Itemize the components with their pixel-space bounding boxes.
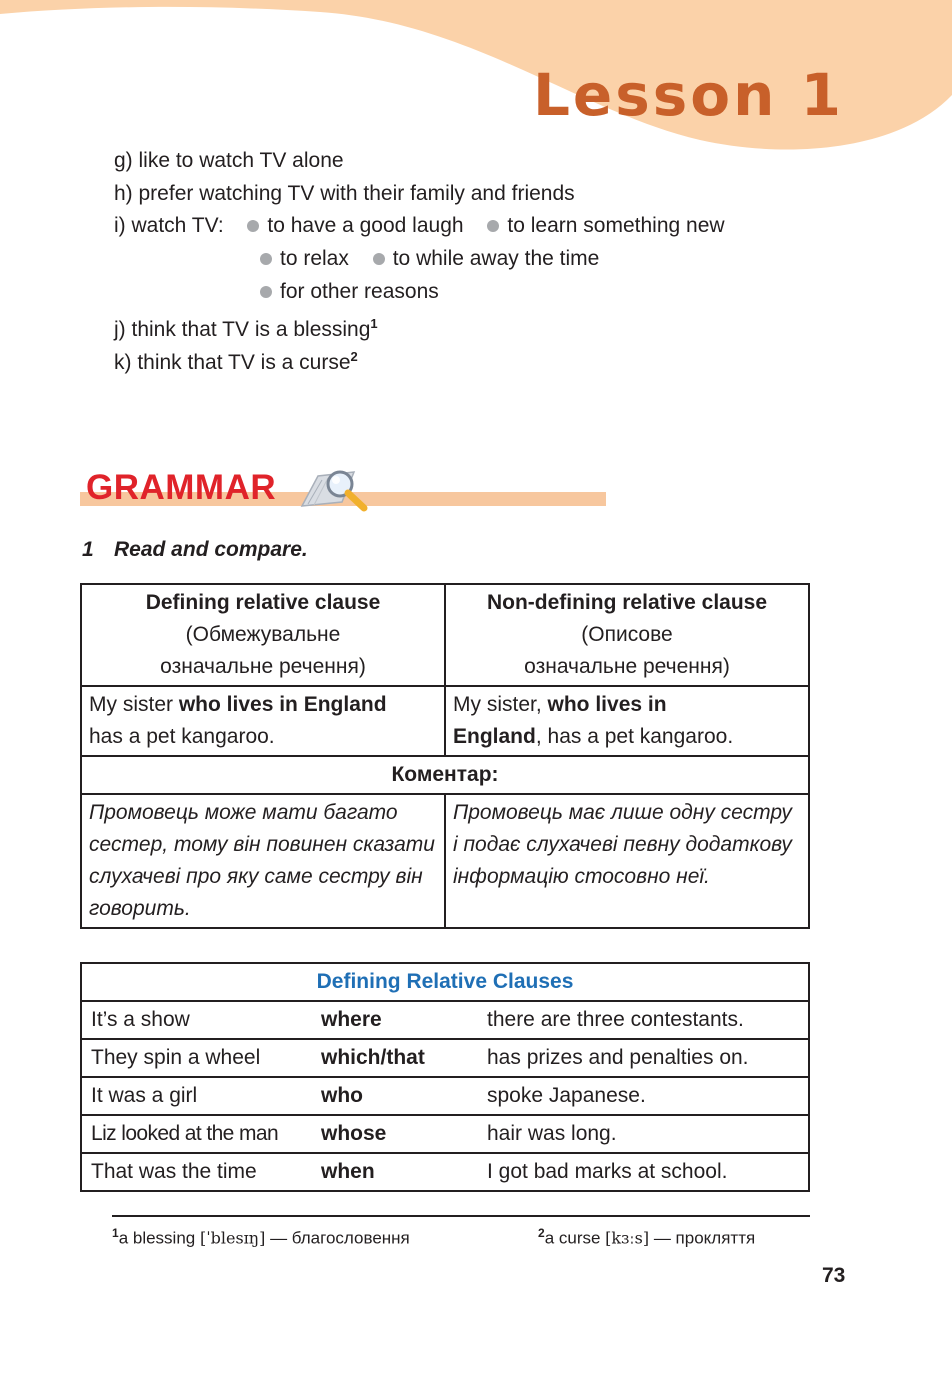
example-non-defining: My sister, who lives in England, has a pet kangaroo. [445,686,809,756]
col1-header: Defining relative clause (Обмежувальне означальне речення) [81,584,445,686]
footnote-divider [112,1215,810,1217]
example-defining: My sister who lives in England has a pet kangaroo. [81,686,445,756]
task-instruction [82,536,308,564]
option-relax: to relax [260,245,349,273]
col2-header: Non-defining relative clause (Описове означальне речення) [445,584,809,686]
table-row [81,1153,809,1191]
table-row [81,686,809,756]
option-other: for other reasons [260,278,439,306]
table-row [81,794,809,928]
bullet-icon [247,220,259,232]
relative-pronoun: whose [312,1115,478,1153]
clause-end: there are three contestants. [478,1001,809,1039]
clause-start: That was the time [81,1153,312,1191]
clause-start: Liz looked at the man [81,1115,312,1153]
clause-start: It’s a show [81,1001,312,1039]
option-learn: to learn something new [487,212,724,240]
item-k: k) think that TV is a curse$^2$ [114,349,358,374]
comment-non-defining: Промовець має лише одну сестру і подає слухачеві певну додаткову інформацію стосовно неї. [445,794,809,928]
option-laugh: to have a good laugh [247,212,463,240]
item-i-row3 [260,278,439,306]
relative-pronoun: who [312,1077,478,1115]
bullet-icon [260,253,272,265]
bullet-icon [487,220,499,232]
item-i [114,212,725,240]
option-while-away: to while away the time [373,245,600,273]
item-g: g) like to watch TV alone [114,149,344,172]
table-row [81,1077,809,1115]
clause-end: hair was long. [478,1115,809,1153]
clause-start: They spin a wheel [81,1039,312,1077]
magnifier-book-icon [296,462,376,516]
footnote-1: $^1$a blessing [ˈblesɪŋ] — благословення [112,1226,410,1248]
clause-end: has prizes and penalties on. [478,1039,809,1077]
relative-pronoun: where [312,1001,478,1039]
item-i-row2 [260,245,599,273]
task-text: Read and compare. [114,538,308,561]
grammar-title: GRAMMAR [86,468,277,507]
lesson-title: Lesson 1 [532,61,844,129]
bullet-icon [373,253,385,265]
clause-start: It was a girl [81,1077,312,1115]
table-title: Defining Relative Clauses [81,963,809,1001]
task-number: 1 [82,538,94,561]
page-number: 73 [822,1264,846,1287]
item-j: j) think that TV is a blessing$^1$ [114,316,378,341]
comment-defining: Промовець може мати багато сестер, тому він повинен сказати слухачеві про яку саме сестру він говорить. [81,794,445,928]
relative-pronoun: which/that [312,1039,478,1077]
table-row [81,1001,809,1039]
footnote-2: $^2$a curse [kɜːs] — прокляття [538,1226,756,1248]
table-row [81,584,809,686]
table-header-row [81,963,809,1001]
footnote-ref-2: 2 [350,349,358,364]
table-row [81,756,809,794]
footnote-ref-1: 1 [370,316,378,331]
compare-table [80,583,810,929]
relative-pronoun: when [312,1153,478,1191]
clause-end: I got bad marks at school. [478,1153,809,1191]
clause-end: spoke Japanese. [478,1077,809,1115]
defining-clauses-table [80,962,810,1192]
bullet-icon [260,286,272,298]
table-row [81,1115,809,1153]
comment-label: Коментар: [81,756,809,794]
item-i-label: i) watch TV: [114,214,224,237]
table-row [81,1039,809,1077]
item-h: h) prefer watching TV with their family and friends [114,182,575,205]
